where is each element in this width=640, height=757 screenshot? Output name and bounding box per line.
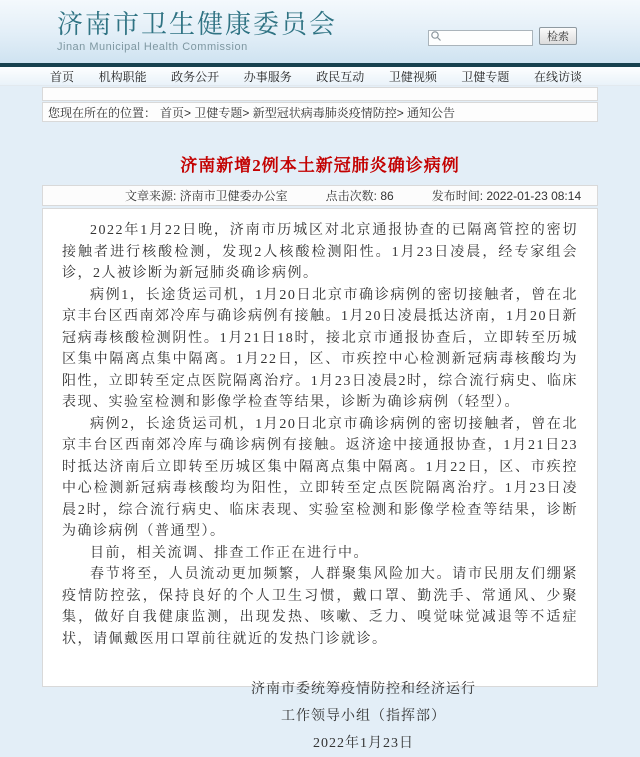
breadcrumb-path[interactable]: 首页> 卫健专题> 新型冠状病毒肺炎疫情防控> 通知公告 [160, 105, 456, 120]
article-paragraph: 春节将至，人员流动更加频繁，人群聚集风险加大。请市民朋友们绷紧疫情防控弦，保持良好的个人卫生习惯，戴口罩、勤洗手、常通风、少聚集，做好自我健康监测，出现发热、咳嗽、乏力、嗅觉味觉减退等不适症状，请佩戴医用口罩前往就近的发热门诊就诊。 [62, 567, 578, 647]
nav-item[interactable]: 机构职能 [98, 69, 147, 84]
article-paragraphs [62, 220, 578, 650]
article-paragraph: 病例2，长途货运司机，1月20日北京市确诊病例的密切接触者，曾在北京丰台区西南郊冷库与确诊病例有接触。返济途中接通报协查，1月21日23时抵达济南后立即转至历城区集中隔离点集中隔离。1月22日，区、市疾控中心检测新冠病毒核酸均为阳性，立即转至定点医院隔离治疗。1月23日凌晨2时，综合流行病史、临床表现、实验室检测和影像学检查等结果，诊断为确诊病例（普通型）。 [62, 416, 578, 539]
signature-line: 济南市委统筹疫情防控和经济运行 [251, 682, 476, 697]
signature-line: 2022年1月23日 [313, 736, 414, 751]
nav-item[interactable]: 卫健专题 [461, 69, 510, 84]
article-paragraph: 病例1，长途货运司机，1月20日北京市确诊病例的密切接触者，曾在北京丰台区西南郊冷库与确诊病例有接触。1月20日凌晨抵达济南，1月20日新冠病毒核酸检测阴性。1月21日18时，接北京市通报协查后，立即转至历城区集中隔离点集中隔离。1月22日，区、市疾控中心检测新冠病毒核酸均为阳性，立即转至定点医院隔离治疗。1月23日凌晨2时，综合流行病史、临床表现、实验室检测和影像学检查等结果，诊断为确诊病例（轻型）。 [62, 287, 578, 410]
signature-line: 工作领导小组（指挥部） [281, 709, 446, 724]
main-nav [0, 67, 640, 86]
subnav-strip [42, 87, 598, 101]
nav-item[interactable]: 在线访谈 [533, 69, 582, 84]
article-paragraph: 目前，相关流调、排查工作正在进行中。 [90, 545, 369, 561]
article-source: 文章来源: 济南市卫健委办公室 [125, 189, 288, 203]
site-subtitle: Jinan Municipal Health Commission [57, 41, 248, 53]
search-input[interactable] [428, 30, 533, 46]
site-logo [57, 8, 337, 53]
article-meta-bar [42, 185, 598, 206]
breadcrumb-prefix: 您现在所在的位置： [48, 105, 157, 120]
breadcrumb [42, 102, 598, 122]
nav-item[interactable]: 政务公开 [171, 69, 220, 84]
nav-item[interactable]: 政民互动 [316, 69, 365, 84]
article-paragraph: 2022年1月22日晚，济南市历城区对北京通报协查的已隔离管控的密切接触者进行核酸检测，发现2人核酸检测阳性。1月23日凌晨，经专家组会诊，2人被诊断为新冠肺炎确诊病例。 [62, 223, 578, 281]
nav-item[interactable]: 卫健视频 [388, 69, 437, 84]
nav-item[interactable]: 办事服务 [243, 69, 292, 84]
article-signature [251, 676, 476, 757]
search-button[interactable]: 检索 [539, 27, 577, 45]
search-area [428, 27, 577, 46]
site-header [0, 0, 640, 63]
site-title: 济南市卫生健康委员会 [57, 9, 338, 39]
page-title: 济南新增2例本土新冠肺炎确诊病例 [180, 156, 460, 175]
article-body [42, 208, 598, 751]
nav-item[interactable]: 首页 [50, 69, 75, 84]
article-click-count: 点击次数: 86 [325, 189, 394, 203]
article-publish-time: 发布时间: 2022-01-23 08:14 [431, 189, 582, 203]
